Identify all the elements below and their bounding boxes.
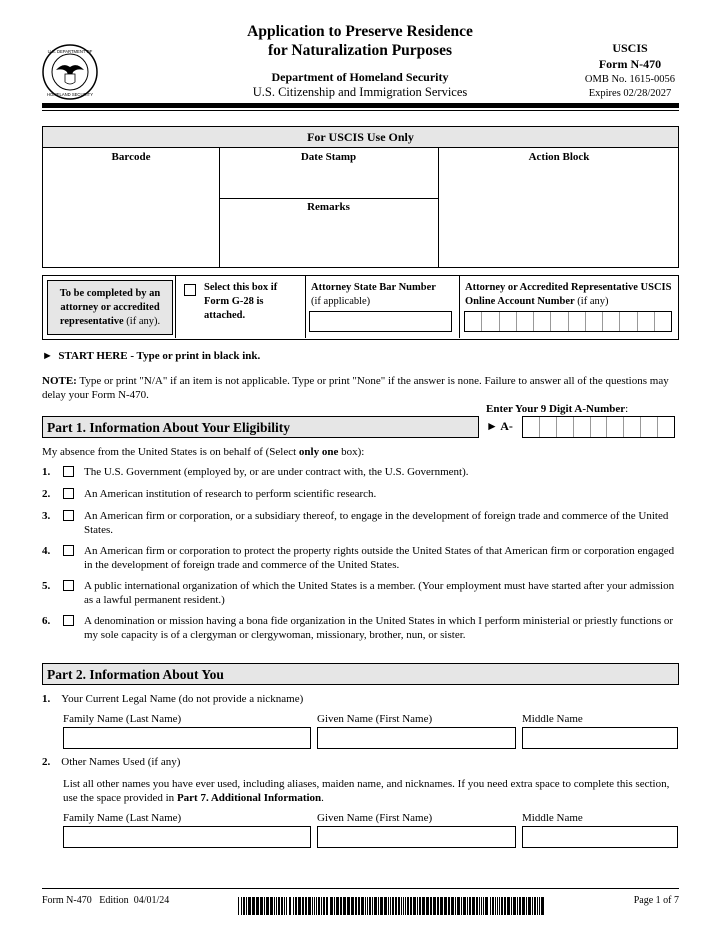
other-middle-name-input[interactable] (522, 826, 678, 848)
svg-text:U.S. DEPARTMENT OF: U.S. DEPARTMENT OF (47, 49, 93, 54)
part1-header: Part 1. Information About Your Eligibility (42, 416, 479, 438)
remarks-label: Remarks (307, 201, 350, 213)
given-name-input[interactable] (317, 727, 516, 749)
arrow-right-icon: ► (42, 350, 53, 362)
option-2-checkbox[interactable] (63, 488, 74, 499)
g28-attached-checkbox[interactable] (184, 284, 196, 296)
department-name: Department of Homeland Security (271, 70, 449, 84)
barcode-label: Barcode (111, 151, 151, 163)
action-block-label: Action Block (528, 151, 590, 163)
expiration-date: Expires 02/28/2027 (588, 88, 672, 99)
middle-name-input[interactable] (522, 727, 678, 749)
agency-name: U.S. Citizenship and Immigration Services (252, 85, 468, 99)
a-number-input[interactable] (522, 416, 675, 438)
agency-short: USCIS (612, 41, 648, 55)
a-number-label: Enter Your 9 Digit A-Number: (486, 403, 629, 415)
option-4-checkbox[interactable] (63, 545, 74, 556)
online-account-label: Attorney or Accredited Representative USCIS Online Account Number (if any) (465, 282, 672, 307)
bar-number-input[interactable] (309, 311, 452, 332)
form-number: Form N-470 (598, 57, 662, 71)
footer-divider (42, 888, 679, 889)
footer-form-edition: Form N-470 Edition 04/01/24 (42, 895, 170, 906)
uscis-use-only-box (42, 126, 679, 268)
a-number-prefix: ► A- (486, 419, 513, 433)
family-name-label: Family Name (Last Name) (63, 713, 182, 725)
attorney-intro: To be completed by an attorney or accredited representative (if any). (47, 280, 173, 335)
q2-description: List all other names you have ever used, including aliases, maiden name, and nicknames. If you need extra space to complete this section, use the space provided in Part 7. Additional Information. (63, 778, 670, 804)
q2-label: 2. Other Names Used (if any) (42, 756, 181, 768)
q1-label: 1. Your Current Legal Name (do not provide a nickname) (42, 693, 304, 705)
bar-number-label: Attorney State Bar Number (if applicable) (311, 282, 436, 307)
g28-label: Select this box if Form G-28 is attached. (204, 282, 278, 321)
part1-intro: My absence from the United States is on behalf of (Select only one box): (42, 446, 365, 458)
part2-header: Part 2. Information About You (42, 663, 679, 685)
other-given-name-label: Given Name (First Name) (317, 812, 433, 824)
online-account-input[interactable] (464, 311, 672, 332)
dhs-seal-logo (42, 44, 98, 100)
date-stamp-label: Date Stamp (300, 151, 357, 163)
barcode-graphic (238, 897, 548, 915)
header-divider (42, 103, 679, 108)
option-6-checkbox[interactable] (63, 615, 74, 626)
header-divider-thin (42, 110, 679, 111)
form-title: Application to Preserve Residence for Naturalization Purposes (247, 23, 473, 59)
option-3-checkbox[interactable] (63, 510, 74, 521)
attorney-box (42, 275, 679, 340)
uscis-use-heading: For USCIS Use Only (43, 127, 678, 148)
note-text: NOTE: Type or print "N/A" if an item is not applicable. Type or print "None" if the answer is none. Failure to answer all of the questions may delay your Form N-470. (42, 375, 669, 401)
option-5-checkbox[interactable] (63, 580, 74, 591)
other-given-name-input[interactable] (317, 826, 516, 848)
given-name-label: Given Name (First Name) (317, 713, 433, 725)
family-name-input[interactable] (63, 727, 311, 749)
other-middle-name-label: Middle Name (522, 812, 583, 824)
page-number: Page 1 of 7 (633, 895, 679, 906)
omb-number: OMB No. 1615-0056 (584, 74, 676, 85)
start-here-instruction: ► START HERE - Type or print in black ink. (42, 350, 261, 362)
middle-name-label: Middle Name (522, 713, 583, 725)
other-family-name-input[interactable] (63, 826, 311, 848)
other-family-name-label: Family Name (Last Name) (63, 812, 182, 824)
svg-text:HOMELAND SECURITY: HOMELAND SECURITY (46, 92, 94, 97)
option-1-checkbox[interactable] (63, 466, 74, 477)
